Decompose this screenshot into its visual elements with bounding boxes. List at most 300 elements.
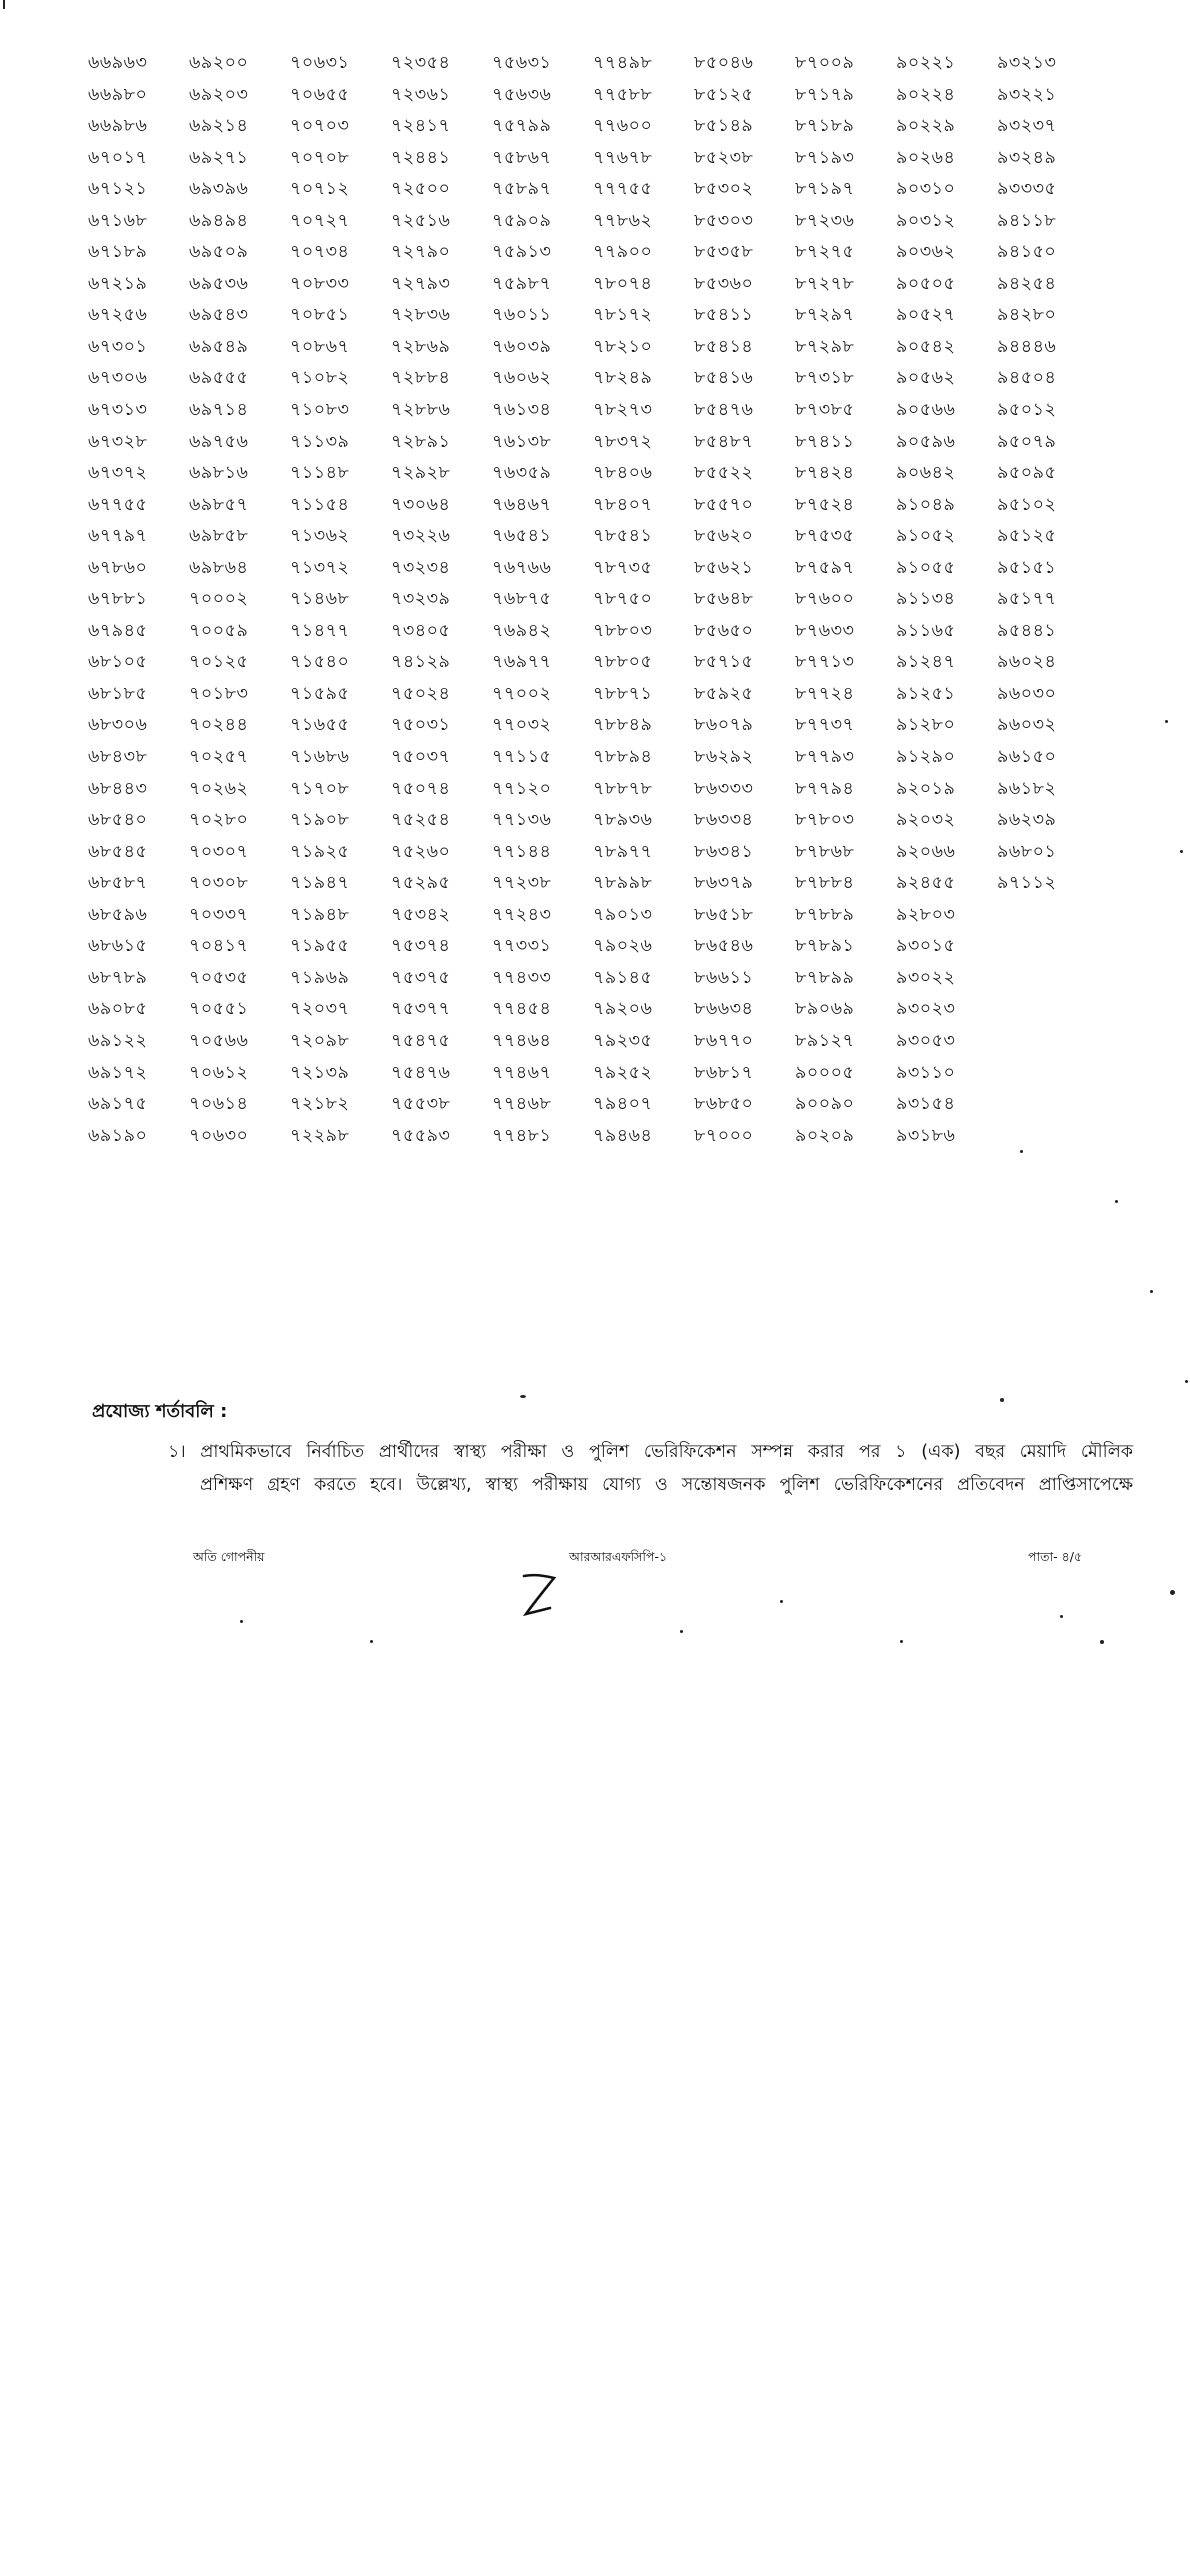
roll-number-cell: ৭৮০৭৪ [593, 273, 653, 294]
roll-number-cell: ৮৬৮১৭ [694, 1062, 754, 1083]
roll-number-cell: ৯০০০৫ [795, 1062, 855, 1083]
roll-number-cell: ৭১০৮৩ [290, 400, 350, 421]
roll-number-cell: ৮৬৬৩৪ [694, 999, 754, 1020]
roll-number-cell: ৭০৬৩০ [189, 1125, 249, 1146]
roll-number-cell: ৭০৭২৭ [290, 210, 350, 231]
roll-number-cell: ৯০২২৪ [896, 84, 956, 105]
roll-number-cell: ৭৮৪০৬ [593, 463, 653, 484]
roll-number-cell: ৭০৬৫৫ [290, 84, 350, 105]
roll-number-cell: ৭৭০৩২ [492, 715, 552, 736]
roll-number-cell: ৭৮২৭৩ [593, 400, 653, 421]
roll-number-cell: ৭৫২৯৫ [391, 873, 451, 894]
roll-number-cell: ৬৯১৭২ [88, 1062, 148, 1083]
roll-number-cell: ৮৭৮৯১ [795, 936, 855, 957]
roll-number-cell: ৬৬৯৮৬ [88, 116, 148, 137]
roll-number-cell: ৭৮৯৩৬ [593, 810, 653, 831]
roll-number-cell: ৭৭২৩৮ [492, 873, 552, 894]
condition-text-line-1: প্রাথমিকভাবে নির্বাচিত প্রার্থীদের স্বাস্থ্য পরীক্ষা ও পুলিশ ভেরিফিকেশন সম্পন্ন করার পর ১ (এক) বছর মেয়াদি মৌলিক [200, 1442, 1133, 1462]
roll-number-cell [997, 1026, 1098, 1058]
scan-speck [520, 1395, 526, 1398]
roll-number-cell: ৭৮৩৭২ [593, 431, 653, 452]
roll-number-cell: ৭১৪৬৮ [290, 589, 350, 610]
roll-number-cell: ৬৯২০৩ [189, 84, 249, 105]
roll-number-cell: ৮৭৩৮৫ [795, 400, 855, 421]
roll-number-cell: ৬৮১০৫ [88, 652, 148, 673]
roll-number-cell: ৮৭৭১৩ [795, 652, 855, 673]
roll-number-cell: ৮৭১৭৯ [795, 84, 855, 105]
roll-number-cell: ৯২০১৯ [896, 778, 956, 799]
roll-number-cell: ৯৬১৫০ [997, 747, 1057, 768]
conditions-heading: প্রযোজ্য শর্তাবলি : [92, 1401, 228, 1422]
roll-number-cell: ৭১৩৭২ [290, 557, 350, 578]
roll-number-cell: ৮৫৬২০ [694, 526, 754, 547]
roll-number-cell: ৭৫৪৭৬ [391, 1062, 451, 1083]
roll-number-cell: ৭৮৮০৫ [593, 652, 653, 673]
roll-number-cell: ৮৫৪১৬ [694, 368, 754, 389]
roll-number-cell: ৭১৪৭৭ [290, 620, 350, 641]
roll-number-cell: ৭৭৪৫৪ [492, 999, 552, 1020]
roll-number-cell: ৬৭০১৭ [88, 147, 148, 168]
roll-number-cell: ৬৯১২২ [88, 1030, 148, 1051]
roll-number-cell: ৬৯৭১৪ [189, 400, 249, 421]
roll-number-cell: ৯৩২৪৯ [997, 147, 1057, 168]
roll-number-cell: ৭১৯২৫ [290, 841, 350, 862]
roll-number-cell: ৮৭২৯৮ [795, 336, 855, 357]
roll-number-cell: ৬৬৯৬৩ [88, 53, 148, 73]
roll-number-cell: ৭৯০২৬ [593, 936, 653, 957]
roll-number-cell: ৯৩২১৩ [997, 53, 1057, 73]
roll-number-cell: ৯০০৯০ [795, 1094, 855, 1115]
roll-number-cell: ৬৭৩২৮ [88, 431, 148, 452]
roll-number-cell: ৮৫৪১৪ [694, 336, 754, 357]
roll-number-cell: ৭০৭০৩ [290, 116, 350, 137]
roll-number-cell: ৭৫৫৯৩ [391, 1125, 451, 1146]
roll-number-cell: ৮৫৭১৫ [694, 652, 754, 673]
scan-speck [1180, 850, 1183, 853]
roll-number-cell: ৬৯৭৫৬ [189, 431, 249, 452]
roll-number-cell: ৮৬৩৩৩ [694, 778, 754, 799]
roll-number-cell: ৭০০৫৯ [189, 620, 249, 641]
roll-number-cell: ৯৩১৫৪ [896, 1094, 956, 1115]
roll-number-cell: ৭৬৭৬৬ [492, 557, 552, 578]
roll-number-cell: ৭৫৯১৩ [492, 242, 552, 263]
roll-number-cell: ৭২৯২৮ [391, 463, 451, 484]
roll-number-cell: ৮৯০৬৯ [795, 999, 855, 1020]
roll-number-cell: ৭৬০১১ [492, 305, 552, 326]
roll-number-cell: ৭৮৮০৩ [593, 620, 653, 641]
roll-number-cell: ৮৫৪১১ [694, 305, 754, 326]
roll-number-cell: ৯০৬৪২ [896, 463, 956, 484]
roll-number-cell: ৯৬০৩০ [997, 683, 1057, 704]
roll-number-cell: ৮৬৬১১ [694, 967, 754, 988]
roll-number-cell: ৭৫৩৭৪ [391, 936, 451, 957]
roll-number-cell: ৭৯২০৬ [593, 999, 653, 1020]
roll-number-cell: ৯০২২৯ [896, 116, 956, 137]
roll-number-cell: ৯৩১৮৬ [896, 1125, 956, 1146]
condition-text-line-2: প্রশিক্ষণ গ্রহণ করতে হবে। উল্লেখ্য, স্বাস্থ্য পরীক্ষায় যোগ্য ও সন্তোষজনক পুলিশ ভেরিফিকেশনের প্রতিবেদন প্রাপ্তিসাপেক্ষে [200, 1475, 1133, 1495]
roll-number-cell: ৭০৮৬৭ [290, 336, 350, 357]
roll-number-cell: ৬৬৯৮০ [88, 84, 148, 105]
roll-number-cell: ৬৮৭৮৯ [88, 967, 148, 988]
roll-number-cell: ৮৭৫৯৭ [795, 557, 855, 578]
roll-number-cell: ৯৬১৮২ [997, 778, 1057, 799]
roll-number-cell: ৭৫২৫৪ [391, 810, 451, 831]
roll-number-cell: ৭৯১৪৫ [593, 967, 653, 988]
roll-number-cell: ৭২৮৮৬ [391, 400, 451, 421]
roll-number-cell: ৯৪৫০৪ [997, 368, 1057, 389]
roll-number-cell: ৭৫৩৭৫ [391, 967, 451, 988]
roll-number-cell: ৭৭৮৬২ [593, 210, 653, 231]
roll-number-cell: ৭০৫৫১ [189, 999, 249, 1020]
roll-number-cell: ৬৯৫০৯ [189, 242, 249, 263]
roll-number-cell: ৭২৭৯৩ [391, 273, 451, 294]
roll-number-cell: ৯২৮০৩ [896, 904, 956, 925]
roll-number-cell: ৭১৯৬৯ [290, 967, 350, 988]
roll-number-cell [997, 1089, 1098, 1121]
roll-number-cell: ৬৮৫৮৭ [88, 873, 148, 894]
scan-speck [370, 1640, 373, 1643]
roll-number-cell [997, 931, 1098, 963]
roll-number-cell: ৭৭১২০ [492, 778, 552, 799]
roll-number-cell: ৯১০৫২ [896, 526, 956, 547]
roll-number-cell: ৬৮৪৩৮ [88, 747, 148, 768]
roll-number-cell: ৭৬৪৬৭ [492, 494, 552, 515]
roll-number-cell: ৭৪১২৯ [391, 652, 451, 673]
roll-number-cell: ৯৩২৩৭ [997, 116, 1057, 137]
roll-number-cell: ৭৭৪৯৮ [593, 53, 653, 73]
roll-number-cell: ৯৬৮০১ [997, 841, 1057, 862]
roll-number-cell: ৭৭৪৬৭ [492, 1062, 552, 1083]
scan-speck [780, 1600, 783, 1603]
roll-number-cell: ৮৫৩০২ [694, 179, 754, 200]
roll-number-cell: ৭৮৮৭১ [593, 683, 653, 704]
roll-number-cell: ৬৭৮৮১ [88, 589, 148, 610]
scan-speck [900, 1640, 903, 1643]
roll-number-cell: ৭১১৩৯ [290, 431, 350, 452]
roll-number-cell: ৯৩০২২ [896, 967, 956, 988]
roll-number-cell: ৬৯৫৫৫ [189, 368, 249, 389]
roll-number-cell: ৭৭৪৩৩ [492, 967, 552, 988]
roll-number-cell: ৮৭২৭৮ [795, 273, 855, 294]
roll-number-cell: ৭৫০২৪ [391, 683, 451, 704]
roll-number-cell: ৮৬৫৪৬ [694, 936, 754, 957]
roll-number-cell: ৮৫১৪৯ [694, 116, 754, 137]
condition-item-1 [168, 1436, 1133, 1502]
roll-number-cell: ৭১৫৪০ [290, 652, 350, 673]
roll-number-cell: ৬৯৮১৬ [189, 463, 249, 484]
roll-number-cell: ৯০৫৪২ [896, 336, 956, 357]
roll-number-cell: ৭১৬৫৫ [290, 715, 350, 736]
roll-number-cell: ৮৬২৯২ [694, 747, 754, 768]
roll-number-cell: ৭২৮৩৬ [391, 305, 451, 326]
roll-number-cell: ৭১৯৪৭ [290, 873, 350, 894]
scan-speck [1115, 1200, 1118, 1203]
roll-number-cell: ৭০২৪৪ [189, 715, 249, 736]
roll-number-cell: ৬৭৩০১ [88, 336, 148, 357]
roll-number-cell: ৬৯১৭৫ [88, 1094, 148, 1115]
roll-number-cell: ৮৫২৩৮ [694, 147, 754, 168]
roll-number-cell: ৮৭৮৮৯ [795, 904, 855, 925]
roll-number-cell: ৮৫৩৫৮ [694, 242, 754, 263]
roll-number-cell: ৭৫৩৪২ [391, 904, 451, 925]
roll-number-cell: ৬৯৫৪৩ [189, 305, 249, 326]
roll-number-cell: ৯১২৮০ [896, 715, 956, 736]
roll-number-cell: ৮৬৩৪১ [694, 841, 754, 862]
roll-number-cell: ৭০৪১৭ [189, 936, 249, 957]
roll-number-cell: ৯২০৬৬ [896, 841, 956, 862]
roll-number-cell: ৬৭১৬৮ [88, 210, 148, 231]
roll-number-cell: ৮৬০৭৯ [694, 715, 754, 736]
roll-number-cell: ৮৭৪২৪ [795, 463, 855, 484]
roll-number-cell: ৭১৬৮৬ [290, 747, 350, 768]
roll-number-cell: ৯০৩১০ [896, 179, 956, 200]
roll-number-cell: ৮৭১৯৭ [795, 179, 855, 200]
roll-number-cell: ৭৩০৬৪ [391, 494, 451, 515]
roll-number-cell: ৭০৭৩৪ [290, 242, 350, 263]
roll-number-cell: ৭০৭০৮ [290, 147, 350, 168]
scan-speck [1100, 1640, 1104, 1644]
roll-number-cell: ৭৭১১৫ [492, 747, 552, 768]
roll-number-cell: ৭৮২৪৯ [593, 368, 653, 389]
roll-number-cell: ৯১০৫৫ [896, 557, 956, 578]
roll-number-cell: ৯৩১১০ [896, 1062, 956, 1083]
roll-number-cell: ৬৭২৫৬ [88, 305, 148, 326]
roll-number-cell: ৯০৫৬৬ [896, 400, 956, 421]
roll-number-cell: ৭০১২৫ [189, 652, 249, 673]
roll-number-cell: ৭৩২৩৯ [391, 589, 451, 610]
roll-number-cell: ৮৭৮০৩ [795, 810, 855, 831]
roll-number-cell: ৭১৫৯৫ [290, 683, 350, 704]
roll-number-cell: ৬৯২০০ [189, 53, 249, 73]
roll-number-cell: ৮৭৭৯৪ [795, 778, 855, 799]
roll-number-cell: ৭৬০৩৯ [492, 336, 552, 357]
roll-number-cell: ৭২২৯৮ [290, 1125, 350, 1146]
roll-number-cell: ৭৭৩৩১ [492, 936, 552, 957]
roll-number-cell: ৭৫৩৭৭ [391, 999, 451, 1020]
scan-speck [1185, 1380, 1188, 1383]
roll-number-cell: ৬৮৩০৬ [88, 715, 148, 736]
roll-number-cell: ৯৪১১৮ [997, 210, 1057, 231]
roll-number-cell: ৭৬৩৫৯ [492, 463, 552, 484]
roll-number-cell: ৮৭৮৬৮ [795, 841, 855, 862]
scan-speck [1170, 1590, 1175, 1595]
roll-number-cell: ৭০৮৩৩ [290, 273, 350, 294]
roll-number-cell: ৯৩০১৫ [896, 936, 956, 957]
roll-number-cell: ৬৭৮৬০ [88, 557, 148, 578]
roll-number-cell: ৮৫৬৫০ [694, 620, 754, 641]
roll-number-cell: ৭৯০১৩ [593, 904, 653, 925]
roll-number-cell: ৯০৩৬২ [896, 242, 956, 263]
roll-number-cell: ৭০৩০৮ [189, 873, 249, 894]
roll-number-cell: ৮৫৪৭৬ [694, 400, 754, 421]
roll-number-cell: ৭১৭০৮ [290, 778, 350, 799]
roll-number-cell: ৭২১৩৯ [290, 1062, 350, 1083]
roll-number-cell: ৭০৩৩৭ [189, 904, 249, 925]
roll-number-cell: ৯৬০৩২ [997, 715, 1057, 736]
roll-number-cell: ৭৩২৩৪ [391, 557, 451, 578]
roll-number-cell [997, 963, 1098, 995]
roll-number-cell: ৭৭৬৭৮ [593, 147, 653, 168]
roll-number-cell: ৮৫৪৮৭ [694, 431, 754, 452]
roll-number-cell: ৭৬৮৭৫ [492, 589, 552, 610]
roll-number-cell: ৭৫০৩৭ [391, 747, 451, 768]
roll-number-cell: ৮৫১২৫ [694, 84, 754, 105]
scan-speck [680, 1630, 683, 1633]
roll-number-cell: ৮৬৮৫০ [694, 1094, 754, 1115]
roll-number-cell: ৭০২৮০ [189, 810, 249, 831]
roll-number-cell: ৯০২২১ [896, 53, 956, 73]
roll-number-cell: ৯০৫৬২ [896, 368, 956, 389]
roll-number-cell: ৯৪১৫০ [997, 242, 1057, 263]
roll-number-cell: ৯৩২২১ [997, 84, 1057, 105]
roll-number-cell: ৮৬৭৭০ [694, 1030, 754, 1051]
roll-number-cell: ৬৯৫৪৯ [189, 336, 249, 357]
roll-number-cell: ৮৭৬০০ [795, 589, 855, 610]
roll-number-cell: ৬৯৫৩৬ [189, 273, 249, 294]
roll-number-cell: ৮৭৮৯৯ [795, 967, 855, 988]
roll-number-cell: ৭১১৪৮ [290, 463, 350, 484]
roll-number-cell: ৮৭৫২৪ [795, 494, 855, 515]
roll-number-cell: ৭৫৯০৯ [492, 210, 552, 231]
roll-number-cell: ৬৭৯৪৫ [88, 620, 148, 641]
roll-number-cell: ৬৯৩৯৬ [189, 179, 249, 200]
roll-number-cell: ৭১০৮২ [290, 368, 350, 389]
roll-number-cell: ৭৫৭৯৯ [492, 116, 552, 137]
roll-number-cell: ৯০২৬৪ [896, 147, 956, 168]
roll-number-cell: ৮৬৩৩৪ [694, 810, 754, 831]
roll-number-cell [997, 994, 1098, 1026]
roll-number-cell: ৭০৭১২ [290, 179, 350, 200]
roll-number-cell: ৭৮৭৩৫ [593, 557, 653, 578]
roll-number-cell: ৯০৫২৭ [896, 305, 956, 326]
roll-number-cell: ৮৭০০৯ [795, 53, 855, 73]
roll-number-cell: ৮৫০৪৬ [694, 53, 754, 73]
roll-number-cell: ৭৮১৭২ [593, 305, 653, 326]
roll-number-cell: ৬৮৫৪৫ [88, 841, 148, 862]
roll-number-cell: ৭৫০৭৪ [391, 778, 451, 799]
roll-number-cell: ৭৯৪৬৪ [593, 1125, 653, 1146]
roll-number-cell: ৭৭৬০০ [593, 116, 653, 137]
roll-number-cell: ৭৭৯০০ [593, 242, 653, 263]
roll-number-cell: ৮৭১৮৯ [795, 116, 855, 137]
roll-number-cell: ৭২৮৬৯ [391, 336, 451, 357]
roll-number-cell: ৭০৮৫১ [290, 305, 350, 326]
roll-number-table [88, 48, 1098, 1152]
roll-number-cell: ৯৫০৭৯ [997, 431, 1057, 452]
roll-number-cell: ৭৭০০২ [492, 683, 552, 704]
roll-number-cell: ৭৫০৩১ [391, 715, 451, 736]
roll-number-cell: ৭৭১৩৬ [492, 810, 552, 831]
roll-number-cell: ৮৫৫২২ [694, 463, 754, 484]
roll-number-cell: ৯৪২৮০ [997, 305, 1057, 326]
roll-number-cell: ৭৮৪০৭ [593, 494, 653, 515]
roll-number-cell: ৭৭৭৫৫ [593, 179, 653, 200]
roll-number-cell: ৭২৮৯১ [391, 431, 451, 452]
roll-number-cell: ৬৮৫৯৬ [88, 904, 148, 925]
roll-number-cell: ৯৫১০২ [997, 494, 1057, 515]
roll-number-cell: ৭০১৮৩ [189, 683, 249, 704]
roll-number-cell: ৬৭৩০৬ [88, 368, 148, 389]
roll-number-cell: ৮৫৬৪৮ [694, 589, 754, 610]
roll-number-cell: ৬৮৫৪০ [88, 810, 148, 831]
roll-number-cell: ৭৮৫৪১ [593, 526, 653, 547]
roll-number-cell: ৭২৪৪১ [391, 147, 451, 168]
roll-number-cell: ৯৩০৫৩ [896, 1030, 956, 1051]
roll-number-cell: ৯২৪৫৫ [896, 873, 956, 894]
roll-number-cell: ৭৫৯৮৭ [492, 273, 552, 294]
roll-number-cell: ৭৯২৫২ [593, 1062, 653, 1083]
roll-number-cell: ৭০২৫৭ [189, 747, 249, 768]
roll-number-cell: ৮৭৩১৮ [795, 368, 855, 389]
roll-number-cell: ৮৭৫৩৫ [795, 526, 855, 547]
footer-classification: অতি গোপনীয় [193, 1549, 265, 1564]
roll-number-cell: ৬৮৪৪৩ [88, 778, 148, 799]
roll-number-cell [997, 900, 1098, 932]
roll-number-cell: ৭১৩৬২ [290, 526, 350, 547]
roll-number-cell: ৯২০৩২ [896, 810, 956, 831]
roll-number-cell: ৯০৩১২ [896, 210, 956, 231]
roll-number-cell: ৭০৫৩৫ [189, 967, 249, 988]
roll-number-cell: ৭৬৫৪১ [492, 526, 552, 547]
roll-number-cell: ৭০২৬২ [189, 778, 249, 799]
roll-number-cell: ৮৭২৯৭ [795, 305, 855, 326]
scan-speck [1165, 720, 1168, 723]
roll-number-cell: ৯১০৪৯ [896, 494, 956, 515]
roll-number-cell: ৬৯৮৫৮ [189, 526, 249, 547]
roll-number-cell: ৭৮৯৯৮ [593, 873, 653, 894]
roll-number-cell: ৭১৯০৮ [290, 810, 350, 831]
roll-number-cell: ৭৫৮৬৭ [492, 147, 552, 168]
roll-number-cell: ৮৫৬২১ [694, 557, 754, 578]
scan-speck [1150, 1290, 1153, 1293]
roll-number-cell: ৯৬০২৪ [997, 652, 1057, 673]
roll-number-cell: ৭৮৯৭৭ [593, 841, 653, 862]
roll-number-cell: ৮৫৩০৩ [694, 210, 754, 231]
roll-number-cell: ৭১১৫৪ [290, 494, 350, 515]
roll-number-cell: ৯৫০৯৫ [997, 463, 1057, 484]
roll-number-cell: ৬৯১৯০ [88, 1125, 148, 1146]
roll-number-cell: ৯৫১৭৭ [997, 589, 1057, 610]
roll-number-cell: ৮৯১২৭ [795, 1030, 855, 1051]
roll-number-cell: ৭৯৪০৭ [593, 1094, 653, 1115]
roll-number-cell: ৭৭৪৮১ [492, 1125, 552, 1146]
roll-number-cell: ৯৩০২৩ [896, 999, 956, 1020]
roll-number-cell: ৬৯২৭১ [189, 147, 249, 168]
roll-number-cell: ৭৫৬৩১ [492, 53, 552, 73]
roll-number-cell: ৯৫১৫১ [997, 557, 1057, 578]
roll-number-cell: ৭০৬১৪ [189, 1094, 249, 1115]
roll-number-cell: ৭৭৪৬৮ [492, 1094, 552, 1115]
roll-number-cell: ৭২৭৯০ [391, 242, 451, 263]
scan-speck [1000, 1398, 1004, 1402]
roll-number-cell: ৯০৫০৫ [896, 273, 956, 294]
roll-number-cell: ৯৫০১২ [997, 400, 1057, 421]
roll-number-cell: ৭০৫৬৬ [189, 1030, 249, 1051]
roll-number-cell: ৭৩২২৬ [391, 526, 451, 547]
roll-number-cell: ৭৫২৬০ [391, 841, 451, 862]
handwritten-initial-mark [516, 1570, 562, 1620]
roll-number-cell: ৭৬০৬২ [492, 368, 552, 389]
roll-number-cell: ৬৭২১৯ [88, 273, 148, 294]
roll-number-cell: ৯৫৪৪১ [997, 620, 1057, 641]
roll-number-cell: ৭১৯৪৮ [290, 904, 350, 925]
roll-number-cell: ৬৮১৮৫ [88, 683, 148, 704]
roll-number-cell: ৭২০৩৭ [290, 999, 350, 1020]
roll-number-cell: ৯০২০৯ [795, 1125, 855, 1146]
roll-number-cell: ৭৮৭৫০ [593, 589, 653, 610]
roll-number-cell: ৭২৩৬১ [391, 84, 451, 105]
scan-speck [1060, 1615, 1063, 1618]
